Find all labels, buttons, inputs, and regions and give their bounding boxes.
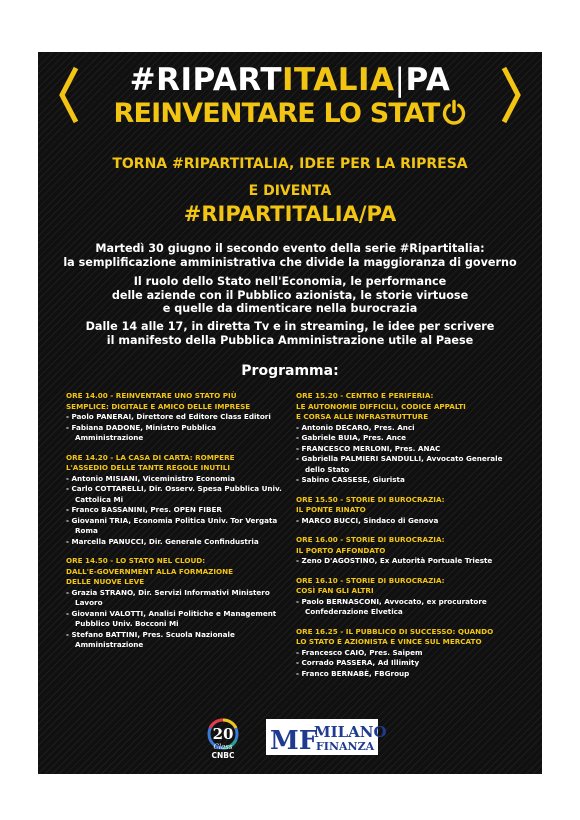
program-session bbox=[66, 391, 294, 444]
speaker-line: Pubblico Univ. Bocconi Mi bbox=[75, 619, 179, 628]
program-session bbox=[296, 627, 528, 680]
mf-letters: MF bbox=[270, 726, 318, 756]
speaker-line: Roma bbox=[75, 526, 98, 535]
main-subtitle bbox=[38, 98, 542, 129]
program-column-left bbox=[66, 391, 294, 660]
speaker-line: - Marcella PANUCCI, Dir. Generale Confindustria bbox=[66, 536, 259, 546]
intro-line: Martedì 30 giugno il secondo evento della serie #Ripartitalia: bbox=[95, 242, 485, 255]
speaker-entry bbox=[296, 433, 528, 444]
intro-line: la semplificazione amministrativa che divide la maggioranza di governo bbox=[63, 255, 517, 269]
program-session bbox=[66, 453, 294, 548]
session-title-line: L'ASSEDIO DELLE TANTE REGOLE INUTILI bbox=[66, 463, 231, 472]
session-title bbox=[66, 556, 294, 588]
speaker-line: - Corrado PASSERA, Ad Illimity bbox=[296, 658, 420, 667]
hashtag-heading: #RIPARTITALIA/PA bbox=[183, 202, 397, 226]
speaker-line: - Sabino CASSESE, Giurista bbox=[296, 475, 405, 484]
speaker-line: - Gabriella PALMIERI SANDULLI, Avvocato Generale bbox=[296, 454, 503, 463]
session-title-line: ORE 14.50 - LO STATO NEL CLOUD: bbox=[66, 556, 206, 565]
intro-line: Dalle 14 alle 17, in diretta Tv e in streaming, le idee per scrivere bbox=[85, 320, 495, 333]
speaker-line: - Paolo PANERAI, Direttore ed Editore Class Editori bbox=[66, 412, 271, 421]
speaker-line: - Giovanni TRIA, Economia Politica Univ. Tor Vergata bbox=[66, 515, 278, 525]
intro-line: e quelle da dimenticare nella burocrazia bbox=[162, 302, 418, 316]
speaker-entry bbox=[66, 423, 294, 444]
class-cnbc-cnbc: CNBC bbox=[211, 751, 235, 760]
intro-paragraph-1 bbox=[46, 242, 534, 269]
event-poster bbox=[38, 52, 542, 774]
session-title-line: LO STATO È AZIONISTA E VINCE SUL MERCATO bbox=[296, 637, 482, 646]
speaker-line: dello Stato bbox=[305, 464, 350, 474]
speaker-entry bbox=[296, 556, 528, 567]
speaker-line: - Franco BERNABÈ, FBGroup bbox=[296, 668, 410, 678]
session-title bbox=[296, 576, 528, 597]
speaker-entry bbox=[296, 658, 528, 669]
session-title bbox=[296, 391, 528, 423]
session-title bbox=[296, 495, 528, 516]
speaker-entry bbox=[296, 444, 528, 455]
milano-finanza-logo bbox=[266, 719, 387, 756]
speaker-entry bbox=[66, 609, 294, 630]
program-heading: Programma: bbox=[241, 363, 339, 379]
class-cnbc-logo bbox=[201, 716, 245, 760]
subtitle-line-1: TORNA #RIPARTITALIA, IDEE PER LA RIPRESA bbox=[112, 156, 468, 172]
speaker-line: - Grazia STRANO, Dir. Servizi Informativi Ministero bbox=[66, 587, 270, 597]
speaker-entry bbox=[66, 516, 294, 537]
speaker-line: - MARCO BUCCI, Sindaco di Genova bbox=[296, 515, 439, 525]
program-session bbox=[296, 391, 528, 486]
speaker-entry bbox=[296, 423, 528, 434]
speaker-line: - Giovanni VALOTTI, Analisi Politiche e Management bbox=[66, 608, 277, 618]
intro-line: il manifesto della Pubblica Amministrazione utile al Paese bbox=[106, 333, 474, 347]
session-title-line: DELLE NUOVE LEVE bbox=[66, 577, 145, 586]
power-icon bbox=[441, 99, 467, 125]
reinventare-text: REINVENTARE LO STAT bbox=[113, 98, 440, 129]
speaker-line: Lavoro bbox=[75, 598, 103, 607]
session-title-line: IL PORTO AFFONDATO bbox=[296, 545, 386, 555]
speaker-entry bbox=[296, 597, 528, 618]
intro-line: delle aziende con il Pubblico azionista, le storie virtuose bbox=[111, 288, 469, 302]
speaker-line: - FRANCESCO MERLONI, Pres. ANAC bbox=[296, 443, 441, 453]
session-title bbox=[296, 535, 528, 556]
session-title bbox=[66, 391, 294, 412]
session-title-line: E CORSA ALLE INFRASTRUTTURE bbox=[296, 412, 429, 421]
session-title bbox=[296, 627, 528, 648]
session-title-line: LE AUTONOMIE DIFFICILI, CODICE APPALTI bbox=[296, 401, 466, 411]
session-title-line: ORE 15.20 - CENTRO E PERIFERIA: bbox=[296, 391, 434, 400]
speaker-entry bbox=[66, 588, 294, 609]
speaker-entry bbox=[66, 505, 294, 516]
main-title bbox=[38, 62, 542, 98]
session-title-line: ORE 16.00 - STORIE DI BUROCRAZIA: bbox=[296, 535, 445, 544]
speaker-entry bbox=[66, 630, 294, 651]
mf-finanza: FINANZA bbox=[316, 740, 375, 753]
class-cnbc-number: 20 bbox=[212, 725, 234, 743]
session-title-line: ORE 14.00 - REINVENTARE UNO STATO PIÙ bbox=[66, 391, 237, 400]
program-session bbox=[296, 576, 528, 618]
speaker-line: - Carlo COTTARELLI, Dir. Osserv. Spesa Pubblica Univ. bbox=[66, 484, 282, 493]
speaker-line: - Francesco CAIO, Pres. Saipem bbox=[296, 647, 423, 657]
session-title-line: SEMPLICE: DIGITALE E AMICO DELLE IMPRESE bbox=[66, 401, 251, 411]
session-title-line: IL PONTE RINATO bbox=[296, 505, 366, 514]
speaker-line: - Antonio DECARO, Pres. Anci bbox=[296, 422, 415, 432]
speaker-entry bbox=[66, 412, 294, 423]
speaker-line: Amministrazione bbox=[75, 640, 144, 649]
speaker-entry bbox=[296, 648, 528, 659]
speaker-line: - Antonio MISIANI, Viceministro Economia bbox=[66, 473, 235, 483]
title-part-ripart: #RIPART bbox=[129, 62, 282, 98]
session-title-line: ORE 15.50 - STORIE DI BUROCRAZIA: bbox=[296, 494, 445, 504]
speaker-line: - Gabriele BUIA, Pres. Ance bbox=[296, 433, 407, 442]
subtitle-line-2: E DIVENTA bbox=[248, 183, 332, 199]
session-title bbox=[66, 453, 294, 474]
title-part-pa: PA bbox=[405, 62, 451, 98]
speaker-line: - Fabiana DADONE, Ministro Pubblica bbox=[66, 422, 217, 432]
intro-line: Il ruolo dello Stato nell'Economia, le performance bbox=[133, 275, 447, 288]
intro-paragraph-2 bbox=[46, 275, 534, 316]
session-title-line: ORE 16.25 - IL PUBBLICO DI SUCCESSO: QUANDO bbox=[296, 626, 494, 636]
session-title-line: DALL'E-GOVERNMENT ALLA FORMAZIONE bbox=[66, 566, 234, 576]
speaker-line: - Franco BASSANINI, Pres. OPEN FIBER bbox=[66, 505, 222, 514]
speaker-entry bbox=[296, 454, 528, 475]
program-column-right bbox=[296, 391, 528, 688]
speaker-entry bbox=[296, 516, 528, 527]
speaker-line: Amministrazione bbox=[75, 433, 144, 442]
intro-paragraph-3 bbox=[46, 320, 534, 347]
speaker-line: - Zeno D'AGOSTINO, Ex Autorità Portuale Trieste bbox=[296, 556, 493, 565]
speaker-line: - Paolo BERNASCONI, Avvocato, ex procuratore bbox=[296, 596, 487, 606]
program-session bbox=[296, 495, 528, 527]
mf-milano: MILANO bbox=[314, 723, 387, 741]
speaker-entry bbox=[66, 484, 294, 505]
speaker-line: Confederazione Elvetica bbox=[305, 607, 403, 616]
title-separator: | bbox=[394, 62, 406, 98]
program-session bbox=[296, 535, 528, 567]
speaker-line: Cattolica Mi bbox=[75, 494, 124, 504]
program-session bbox=[66, 556, 294, 651]
session-title-line: COSÌ FAN GLI ALTRI bbox=[296, 586, 374, 595]
speaker-entry bbox=[296, 669, 528, 680]
title-part-italia: ITALIA bbox=[282, 62, 395, 98]
class-cnbc-class: Class bbox=[213, 743, 233, 751]
speaker-line: - Stefano BATTINI, Pres. Scuola Nazionale bbox=[66, 629, 235, 639]
session-title-line: ORE 16.10 - STORIE DI BUROCRAZIA: bbox=[296, 575, 445, 585]
speaker-entry bbox=[66, 537, 294, 548]
speaker-entry bbox=[296, 475, 528, 486]
speaker-entry bbox=[66, 474, 294, 485]
session-title-line: ORE 14.20 - LA CASA DI CARTA: ROMPERE bbox=[66, 452, 235, 462]
